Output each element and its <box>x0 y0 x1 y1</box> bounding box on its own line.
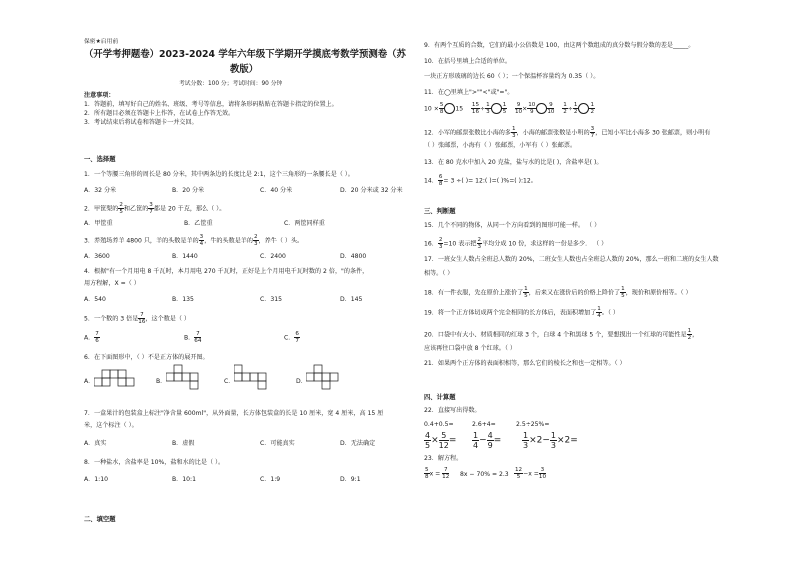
q11-items: 10 × $\frac{5}{8}$ 15 $\frac{15}{16}$ ÷ $\frac{1}{3}$ $\frac{1}{5}$ $\frac{9}{10}$ × $\frac{10}{9}$ $\frac{9}{10}$ $\frac{1}{2}$ ÷ $\frac{1}{2}$ $\frac{1}{2}$ <box>424 102 595 115</box>
q12-text-line1: 12．小军的邮票张数比小海的多 $\frac{1}{3}$ ，小海的邮票张数是小明的 $\frac{3}{7}$ ，已知小军比小海多 30 张邮票，则小明有 <box>424 126 711 139</box>
notice-3: 3．考试结束后将试卷和答题卡一并交回。 <box>84 119 198 126</box>
q7-option-c: C．可能真实 <box>260 440 295 447</box>
q10-sub: 一块正方形玻璃的边长 60（ ）；一个保温杯容量约为 0.35（ ）。 <box>424 73 600 80</box>
q5-option-b: B． $\frac{7}{64}$ <box>184 331 202 344</box>
q22-item-2: 2.6+4= <box>472 421 496 428</box>
section-fill: 二、填空题 <box>84 516 116 523</box>
q5-fraction: $\frac{7}{16}$ <box>138 312 146 325</box>
q4-option-b: B．135 <box>172 296 194 303</box>
q23-equation-3: $\frac{12}{5}$ −x = $\frac{3}{10}$ <box>515 467 547 480</box>
notice-1: 1．答题前，填写好自己的姓名、班级、考号等信息，请将条形码粘贴在答题卡指定的位置上。 <box>84 101 338 108</box>
q22-row2-item-3: $\frac{1}{3}$ ×2− $\frac{1}{3}$ ×2= <box>523 431 578 450</box>
q5-option-c: C． $\frac{6}{7}$ <box>284 331 299 344</box>
q6-option-c-label: C． <box>224 378 235 385</box>
exam-title-line2: 教版） <box>230 64 259 75</box>
q1-option-b: B．20 分米 <box>172 187 205 194</box>
q8-option-a: A．1:10 <box>84 476 108 483</box>
q2-option-a: A．甲筐重 <box>84 220 113 227</box>
q7-option-a: A．真实 <box>84 440 107 447</box>
compare-circle-3[interactable] <box>536 103 547 114</box>
q20-text-line1: 20．口袋中有大小、材质相同的红球 3 个，白球 4 个和黑球 5 个，要想摸出一个红球的可能性是 $\frac{1}{2}$ ， <box>424 328 699 341</box>
q22-item-1: 0.4+0.5= <box>424 421 454 428</box>
q1-option-c: C．40 分米 <box>260 187 293 194</box>
q4-option-a: A．540 <box>84 296 106 303</box>
q17-text-line2: 相等。（ ） <box>424 270 454 277</box>
q16-text: 16． $\frac{2}{3}$ =10 表示把 $\frac{2}{3}$ 平均分成 10 份，求这样的一份是多少． （ ） <box>424 237 608 250</box>
q22-text: 22．直接写出得数。 <box>424 407 481 414</box>
section-choice: 一、选择题 <box>84 156 116 163</box>
compare-circle-4[interactable] <box>578 103 589 114</box>
q10-text: 10．在括号里填上合适的单位。 <box>424 58 511 65</box>
q2-text: 2．甲筐梨的 $\frac{2}{5}$ 和乙筐的 $\frac{3}{7}$ 都是 20 千克，那么（ ）。 <box>84 202 226 215</box>
q7-option-d: D．无法确定 <box>340 440 376 447</box>
q4-text-line2: 用方程解，X =（ ） <box>84 280 140 287</box>
q15-text: 15．几个不同的物体，从同一个方向看到的图形可能一样。 （ ） <box>424 222 601 229</box>
q8-option-d: D．9:1 <box>340 476 361 483</box>
q8-option-b: B．10:1 <box>172 476 196 483</box>
q6-net-a-image <box>94 368 142 391</box>
q9-text: 9．有两个互质的合数，它们的最小公倍数是 100，由这两个数组成的真分数与假分数的差是_____。 <box>424 42 695 49</box>
notice-title: 注意事项： <box>84 92 115 99</box>
q23-equation-1: $\frac{5}{8}$ x = $\frac{7}{12}$ <box>425 467 450 480</box>
q1-option-d: D．20 分米或 32 分米 <box>340 187 403 194</box>
q3-fraction-1: $\frac{3}{4}$ <box>199 234 204 247</box>
q6-option-b-label: B． <box>156 378 167 385</box>
q23-equation-2: 8x − 70% = 2.3 <box>460 471 509 478</box>
q6-net-c-image <box>234 364 274 393</box>
q3-option-d: D．4800 <box>340 253 367 260</box>
q4-option-c: C．315 <box>260 296 282 303</box>
notice-2: 2．所有题目必须在答题卡上作答，在试卷上作答无效。 <box>84 110 235 117</box>
q3-fraction-2: $\frac{2}{3}$ <box>253 234 258 247</box>
q4-text-line1: 4．根据"有一个月用电 8 千瓦时，本月用电 270 千瓦时，正好是上个月用电千瓦时数的 2 倍，"的条件， <box>84 268 369 275</box>
q6-option-d-label: D． <box>296 378 307 385</box>
q21-text: 21．如果两个正方体的表面积相等，那么它们的棱长之和也一定相等。（ ） <box>424 360 626 367</box>
secret-label: 保密★启用前 <box>84 39 119 45</box>
exam-title-line1: （开学考押题卷）2023-2024 学年六年级下学期开学摸底考数学预测卷（苏 <box>84 49 406 60</box>
q7-text-line2: 米，这个标注（ ）。 <box>84 422 138 429</box>
q2-fraction-1: $\frac{2}{5}$ <box>119 202 123 215</box>
q5-option-a: A． $\frac{7}{6}$ <box>84 331 99 344</box>
q3-option-c: C．2400 <box>260 253 286 260</box>
compare-circle-2[interactable] <box>491 103 502 114</box>
q2-fraction-2: $\frac{3}{7}$ <box>149 202 153 215</box>
q7-option-b: B．虚假 <box>172 440 195 447</box>
q22-row2-item-1: $\frac{4}{5}$ × $\frac{5}{12}$ = <box>425 431 457 450</box>
q2-option-b: B．乙筐重 <box>184 220 213 227</box>
q6-net-d-image <box>306 364 346 393</box>
q17-text-line1: 17．一班女生人数占全班总人数的 20%，二班女生人数也占全班总人数的 20%，那么一班和二班的女生人数 <box>424 256 719 263</box>
q23-text: 23．解方程。 <box>424 455 463 462</box>
q1-text: 1．一个等腰三角形的周长是 80 分米，其中两条边的长度比是 2:1，这个三角形的一条腰长是（ ）。 <box>84 171 354 178</box>
q1-option-a: A．32 分米 <box>84 187 117 194</box>
section-judge: 三、判断题 <box>424 208 456 215</box>
q19-text: 19．将一个正方体切成两个完全相同的长方体后，表面积增加了 $\frac{1}{4}$ 。（ ） <box>424 306 620 319</box>
q13-text: 13．在 80 克水中加入 20 克盐，盐与水的比是( )，含盐率是( )。 <box>424 159 603 166</box>
q22-item-3: 2.5÷25%= <box>516 421 550 428</box>
q11-text: 11．在◯里填上">""<"或"="。 <box>424 89 514 96</box>
q12-text-line2: （ ）张邮票，小海有（ ）张邮票，小军有（ ）张邮票。 <box>424 142 577 149</box>
exam-info: 考试分数：100 分；考试时间：90 分钟 <box>179 81 283 87</box>
q6-net-b-image <box>166 364 206 393</box>
q6-option-a-label: A． <box>84 378 95 385</box>
q8-text: 8．一种盐水，含盐率是 10%，盐和水的比是（ ）。 <box>84 459 225 466</box>
compare-circle-1[interactable] <box>444 103 455 114</box>
q22-row2-item-2: $\frac{1}{4}$ − $\frac{4}{9}$ = <box>473 431 502 450</box>
section-calc: 四、计算题 <box>424 394 456 401</box>
q2-option-c: C．两筐同样重 <box>284 220 325 227</box>
q20-text-line2: 应该再往口袋中放 8 个红球。（ ） <box>424 345 516 352</box>
q5-text: 5．一个数的 3 倍是 $\frac{7}{16}$ ，这个数是（ ） <box>84 312 191 325</box>
q3-text: 3．养殖场养羊 4800 只，羊的头数是羊的 $\frac{3}{4}$ ，牛的头数是羊的 $\frac{2}{3}$ ，养牛（ ）头。 <box>84 234 304 247</box>
q6-text: 6．在下面图形中，（ ）不是正方体的展开图。 <box>84 354 209 361</box>
q7-text-line1: 7．一盒果汁的包装盒上标注"净含量 600ml"，从外面量，长方体包装盒的长是 10 厘米，宽 4 厘米，高 15 厘 <box>84 410 384 417</box>
q3-option-b: B．1440 <box>172 253 198 260</box>
q14-text: 14． $\frac{6}{8}$ = 3 ÷( )= 12:( )=( )%=( ):12。 <box>424 174 537 187</box>
q4-option-d: D．145 <box>340 296 363 303</box>
q3-option-a: A．3600 <box>84 253 110 260</box>
q8-option-c: C．1:9 <box>260 476 281 483</box>
q18-text: 18．有一件衣服，先在原价上涨价了 $\frac{1}{5}$ ，后来又在涨价后的价格上降价了 $\frac{1}{5}$ ，现价和原价相等。（ ） <box>424 286 692 299</box>
